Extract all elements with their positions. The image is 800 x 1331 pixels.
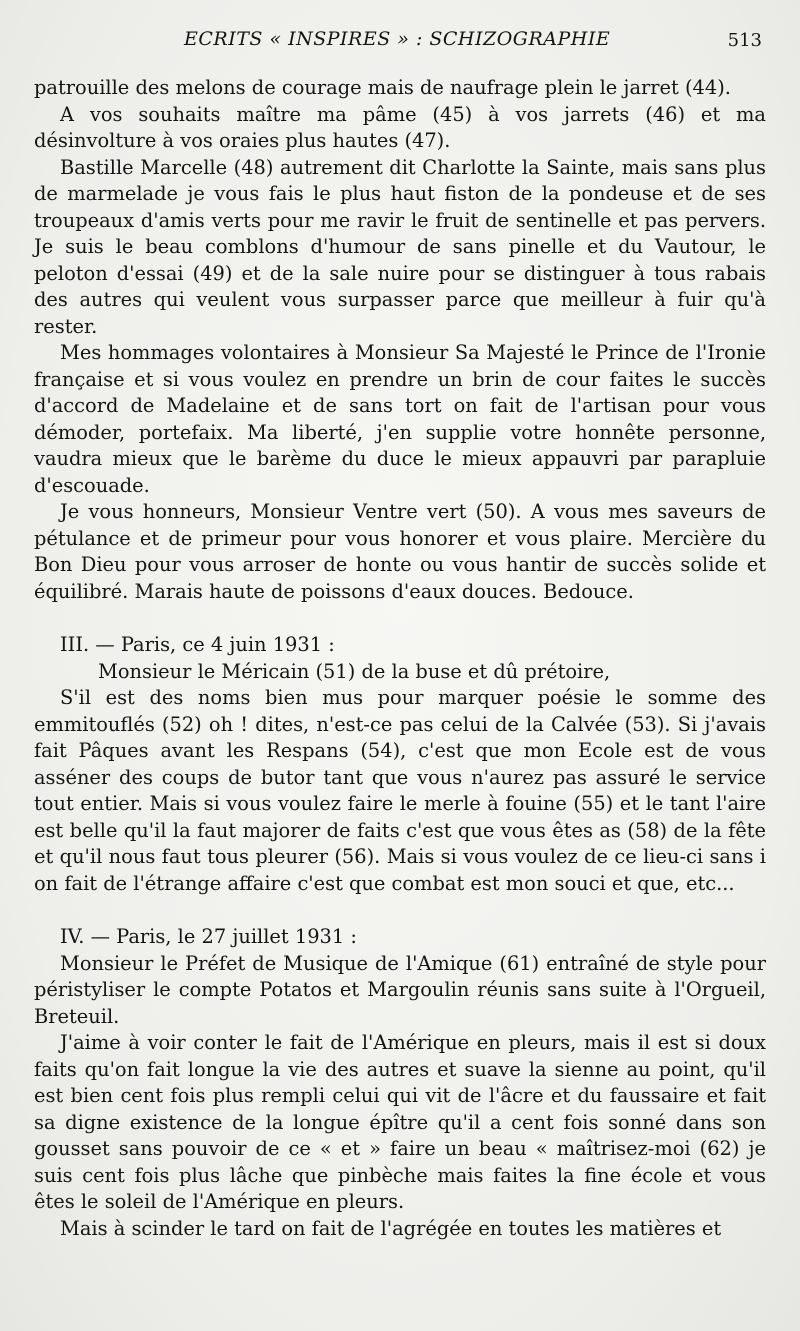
running-head: ECRITS « INSPIRES » : SCHIZOGRAPHIE — [184, 28, 611, 50]
page-header — [34, 28, 766, 58]
page-number: 513 — [727, 30, 762, 51]
letter-heading-iv: IV. — Paris, le 27 juillet 1931 : — [60, 925, 357, 948]
letter-heading-iii: III. — Paris, ce 4 juin 1931 : — [60, 633, 335, 656]
paragraph: Bastille Marcelle (48) autrement dit Charlotte la Sainte, mais sans plus de marmelade je vous fais le plus haut fiston de la pondeuse et de ses troupeaux d'amis verts pour me ravir le fruit de sentinelle et pas pervers. Je suis le beau comblons d'humour de sans pinelle et du Vautour, le peloton d'essai (49) et de la sale nuire pour se distinguer à tous rabais des autres qui veulent vous surpasser parce que meilleur à fuir qu'à rester. — [34, 155, 766, 338]
paragraph: Mes hommages volontaires à Monsieur Sa Majesté le Prince de l'Ironie française et si vous voulez en prendre un brin de cour faites le succès d'accord de Madelaine et de sans tort on fait de l'artisan pour vous démoder, portefaix. Ma liberté, j'en supplie votre honnête personne, vaudra mieux que le barème du duce le mieux appauvri par parapluie d'escouade. — [34, 341, 766, 497]
paragraph: Je vous honneurs, Monsieur Ventre vert (50). A vous mes saveurs de pétulance et de primeur pour vous honorer et vous plaire. Mercière du Bon Dieu pour vous arroser de honte ou vous hantir de succès solide et équilibré. Marais haute de poissons d'eaux douces. Bedouce. — [34, 500, 766, 603]
paragraph: Mais à scinder le tard on fait de l'agrégée en toutes les matières et — [60, 1216, 722, 1240]
body-text — [34, 75, 766, 1242]
paragraph: S'il est des noms bien mus pour marquer poésie le somme des emmitouflés (52) oh ! dites, n'est-ce pas celui de la Calvée (53). Si j'avais fait Pâques avant les Respans (54), c'est que mon Ecole est de vous asséner des coups de butor tant que vous n'aurez pas assuré le service tout entier. Mais si vous voulez faire le merle à fouine (55) et le tant l'aire est belle qu'il la faut majorer de faits c'est que vous êtes as (58) de la fête et qu'il nous faut tous pleurer (56). Mais si vous voulez de ce lieu-ci sans i on fait de l'étrange affaire c'est que combat est mon souci et que, etc... — [34, 686, 766, 895]
paragraph: patrouille des melons de courage mais de naufrage plein le jarret (44). — [34, 76, 731, 99]
paragraph: J'aime à voir conter le fait de l'Amérique en pleurs, mais il est si doux faits qu'on fait longue la vie des autres et suave la sienne au point, qu'il est bien cent fois plus rempli celui qui vit de l'âcre et du faussaire et fait sa digne existence de la longue épître qu'il a cent fois sonné dans son gousset sans pouvoir de ce « et » faire un beau « maîtrisez-moi (62) je suis cent fois plus lâche que pinbèche mais faites la fine école et vous êtes le soleil de l'Amérique en pleurs. — [34, 1031, 766, 1213]
paragraph: Monsieur le Préfet de Musique de l'Amique (61) entraîné de style pour péristyliser le compte Potatos et Margoulin réunis sans suite à l'Orgueil, Breteuil. — [34, 951, 766, 1028]
letter-salutation: Monsieur le Méricain (51) de la buse et dû prétoire, — [98, 659, 611, 683]
paragraph: A vos souhaits maître ma pâme (45) à vos jarrets (46) et ma désinvolture à vos oraies plus hautes (47). — [34, 102, 766, 152]
